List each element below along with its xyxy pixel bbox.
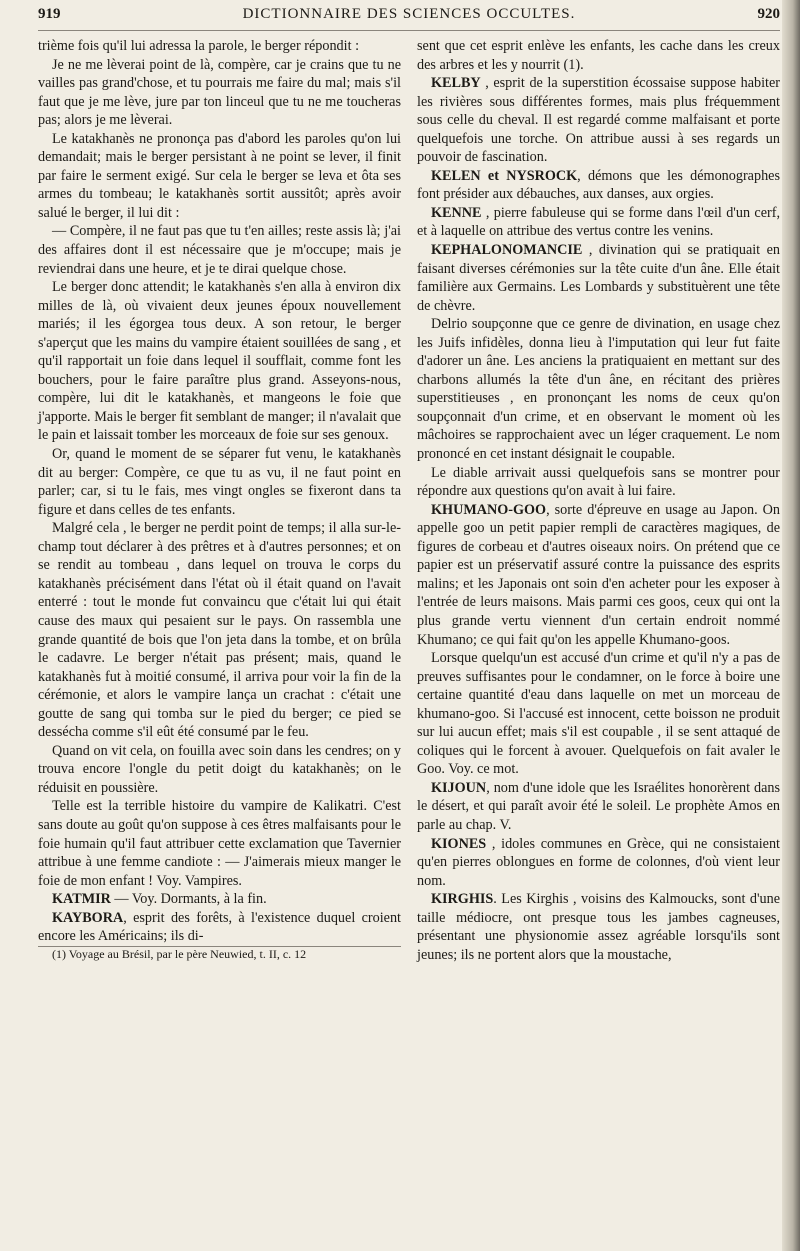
- entry-text: , sorte d'épreuve en usage au Japon. On appelle goo un petit papier rempli de caractères magiques, de figures de corbeau et d'autres oiseaux noirs. On prétend que ce papier est un préservatif assuré contre la puissance des esprits malins; et les Japonais ont soin d'en acheter pour les exposer à l'entrée de leurs maisons. Mais parmi ces goos, ceux qui ont la plus grande vertu viennent d'un certain endroit nommé Khumano; ce qui fait qu'on les appelle Khumano-goos.: [417, 501, 780, 648]
- paragraph: Je ne me lèverai point de là, compère, car je crains que tu ne vailles pas grand'chose, et tu pourrais me faire du mal; mais s'il faut que je me lève, jure par ton linceul que tu ne me toucheras pas; alors je me lèverai.: [38, 56, 401, 129]
- left-column: [38, 37, 401, 964]
- paragraph: Delrio soupçonne que ce genre de divination, en usage chez les Juifs infidèles, donna lieu à l'imputation qui leur fut faite d'adorer un âne. Les anciens la pratiquaient en mettant sur des charbons allumés la tête d'un âne, en récitant des prières superstitieuses , en prononçant les noms de ceux qu'on soupçonnait d'un crime, et en observant le moment où les mâchoires se rapprochaient avec un léger craquement. Le nom prononcé en cet instant désignait le coupable.: [417, 316, 780, 463]
- entry-khumano-goo: [417, 501, 780, 649]
- entry-kijoun: [417, 779, 780, 835]
- paragraph: trième fois qu'il lui adressa la parole, le berger répondit :: [38, 38, 360, 54]
- paragraph: Telle est la terrible histoire du vampire de Kalikatri. C'est sans doute au goût qu'on suppose à ces êtres malfaisants pour le foie humain qu'il faut attribuer cette exclamation que Tavernier attribue à une femme candiote : — J'aimerais mieux manger le foie de mon enfant ! Voy. Vampires.: [38, 798, 401, 889]
- entry-term: KELBY: [431, 75, 481, 92]
- entry-term: KHUMANO-GOO: [431, 501, 547, 518]
- paragraph: Le berger donc attendit; le katakhanès s'en alla à environ dix milles de là, où vivaient deux jeunes époux nouvellement mariés; il les égorgea tous deux. A son retour, le berger s'aperçut que les mains du vampire étaient souillées de sang , et qu'il rapportait un foie dans lequel il soufflait, comme font les bouchers, pour le faire paraître plus grand. Asseyons-nous, compère, lui dit le katakhanès, et mangeons le foie que j'apporte. Mais le berger fit semblant de manger; il n'avalait que le pain et laissait tomber les morceaux de foie sur ses genoux.: [38, 279, 401, 444]
- entry-text: , pierre fabuleuse qui se forme dans l'œil d'un cerf, et à laquelle on attribue des vertus contre les venins.: [417, 204, 780, 240]
- entry-text: , nom d'une idole que les Israélites honorèrent dans le désert, et qui paraît avoir été le soleil. Le prophète Amos en parle au chap. V.: [417, 779, 780, 833]
- entry-text: . Les Kirghis , voisins des Kalmoucks, sont d'une taille médiocre, ont presque tous les jambes cagneuses, présentant une physionomie assez agréable lorsqu'ils sont jeunes; ils ne portent alors que la moustache,: [417, 891, 780, 963]
- paragraph: Quand on vit cela, on fouilla avec soin dans les cendres; on y trouva encore l'ongle du petit doigt du katakhanès; on le réduisit en poussière.: [38, 742, 401, 796]
- page-edge: [782, 0, 800, 1251]
- paragraph: Malgré cela , le berger ne perdit point de temps; il alla sur-le-champ tout déclarer à des prêtres et à d'autres personnes; et on se rendit au tombeau , dans lequel on trouva le corps du katakhanès précisément dans l'état où il était quand on l'avait enterré : tout le monde fut convaincu que c'était lui qui était cause des maux qui pesaient sur le pays. On rassembla une grande quantité de bois que l'on jeta dans la tombe, et on brûla le cadavre. Le berger n'était pas présent; mais, quand le katakhanès fut à moitié consumé, il arriva pour voir la fin de la cérémonie, et alors le vampire lança un crachat : c'était une goutte de sang qui tomba sur le pied du berger; ce pied se dessécha comme s'il eût été consumé par le feu.: [38, 520, 401, 741]
- entry-text: , idoles communes en Grèce, qui ne consistaient qu'en pierres oblongues en forme de colonnes, d'où vient leur nom.: [417, 835, 780, 889]
- page-number-left: 919: [38, 6, 61, 22]
- paragraph: sent que cet esprit enlève les enfants, les cache dans les creux des arbres et les y nourrit (1).: [417, 38, 780, 73]
- running-header: [38, 6, 780, 31]
- paragraph: Le katakhanès ne prononça pas d'abord les paroles qu'on lui demandait; mais le berger persistant à ne point se lever, il finit par faire le serment exigé. Sur cela le berger se leva et ôta ses armes du tombeau; le katakhanès sortit aussitôt; après avoir salué le berger, il lui dit :: [38, 130, 401, 221]
- right-column: [417, 37, 780, 964]
- entry-kiones: [417, 835, 780, 891]
- running-title: DICTIONNAIRE DES SCIENCES OCCULTES.: [242, 6, 576, 22]
- entry-kirghis: [417, 890, 780, 964]
- page-number-right: 920: [757, 6, 780, 22]
- entry-term: KIJOUN: [431, 779, 487, 796]
- entry-kelen: [417, 167, 780, 204]
- entry-katmir: [38, 890, 401, 909]
- entry-term: KEPHALONOMANCIE: [431, 242, 583, 259]
- entry-term: KELEN et NYSROCK: [431, 167, 578, 184]
- paragraph: — Compère, il ne faut pas que tu t'en ailles; reste assis là; j'ai des affaires dont il est nécessaire que je m'occupe; mais je reviendrai dans une heure, et je te dirai quelque chose.: [38, 223, 401, 277]
- entry-kelby: [417, 74, 780, 167]
- entry-term: KAYBORA: [52, 909, 124, 926]
- paragraph: Lorsque quelqu'un est accusé d'un crime et qu'il n'y a pas de preuves suffisantes pour le condamner, on le force à boire une certaine quantité d'eau dans laquelle on met un morceau de khumano-goo. Si l'accusé est innocent, cette boisson ne produit sur lui aucun effet; mais s'il est coupable , il se sent attaqué de coliques qui le forcent à avouer. Quelquefois on fait avaler le Goo. Voy. ce mot.: [417, 650, 780, 778]
- entry-text: , esprit des forêts, à l'existence duquel croient encore les Américains; ils di-: [38, 909, 401, 945]
- paragraph: Le diable arrivait aussi quelquefois sans se montrer pour répondre aux questions qu'on avait à lui faire.: [417, 464, 780, 500]
- entry-text: , esprit de la superstition écossaise suppose habiter les rivières sous différentes formes, mais plus fréquemment sous celle du cheval. Il est regardé comme malfaisant et porte quelquefois une torche. On attribue aussi à ses regards un pouvoir de fascination.: [417, 75, 780, 166]
- paragraph: Or, quand le moment de se séparer fut venu, le katakhanès dit au berger: Compère, ce que tu as vu, il ne faut point en parler; car, si tu le fais, mes vingt ongles se fixeront dans ta figure et dans celles de tes enfants.: [38, 446, 401, 518]
- entry-kenne: [417, 204, 780, 241]
- entry-term: KIRGHIS: [431, 891, 494, 908]
- entry-term: KIONES: [431, 835, 487, 852]
- entry-kaybora: [38, 909, 401, 946]
- entry-text: , démons que les démonographes font présider aux débauches, aux danses, aux orgies.: [417, 167, 780, 203]
- two-column-body: [38, 37, 780, 964]
- entry-kephalonomancie: [417, 241, 780, 315]
- entry-term: KENNE: [431, 204, 482, 221]
- footnote: (1) Voyage au Brésil, par le père Neuwied, t. II, c. 12: [38, 946, 401, 962]
- entry-term: KATMIR: [52, 891, 111, 908]
- entry-text: , divination qui se pratiquait en faisant diverses cérémonies sur la tête cuite d'un âne. Elle était familière aux Germains. Les Lombards y substituèrent une tête de chèvre.: [417, 242, 780, 314]
- entry-text: — Voy. Dormants, à la fin.: [110, 891, 267, 908]
